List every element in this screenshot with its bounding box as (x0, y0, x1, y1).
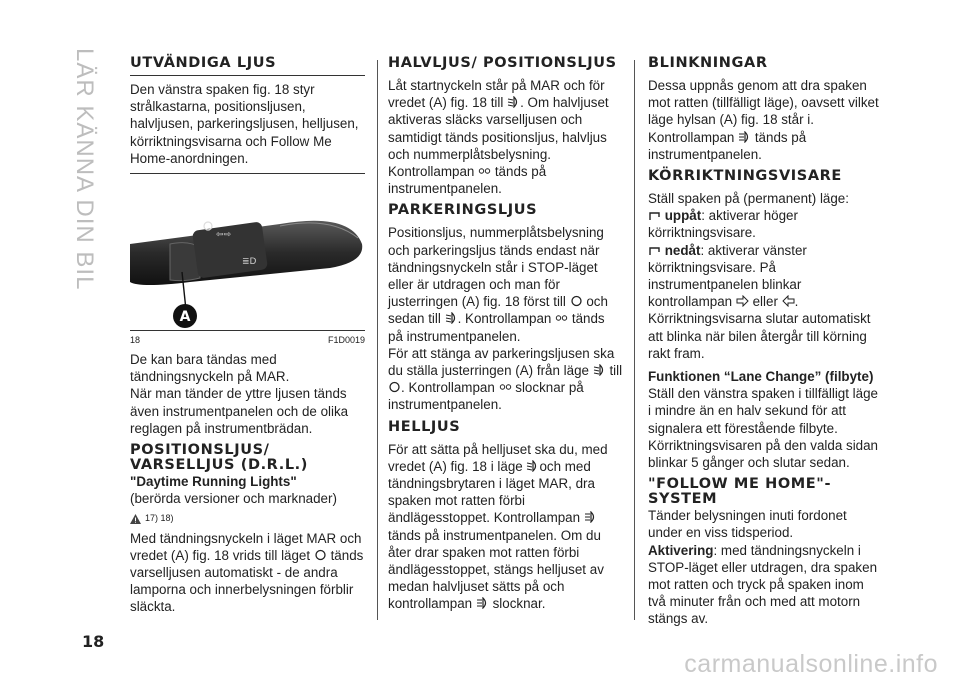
text: Kontrollampan (388, 164, 475, 180)
paragraph (648, 77, 883, 163)
text: och med tändningsbrytaren i läget MAR, dra spaken mot ratten förbi ändlägesstoppet. Kontrollampan (388, 458, 595, 526)
paragraph: Tänder belysningen inuti fordonet under en viss tidsperiod. (648, 508, 847, 541)
figure-lever (130, 182, 365, 328)
high-beam-icon (738, 130, 751, 142)
text: : aktiverar höger körriktningsvisare. (648, 208, 798, 241)
position-lights-icon (499, 380, 512, 392)
heading-direction-indicators: KÖRRIKTNINGSVISARE (648, 168, 842, 185)
heading-rule (130, 75, 365, 76)
text: Med tändningsnyckeln i läget MAR och vredet (A) fig. 18 vrids till läget (130, 530, 362, 563)
column-3 (648, 56, 883, 628)
list-item-down: nedåt: aktiverar vänster körriktningsvisare. På instrumentpanelen blinkar kontrollampan eller . (648, 242, 807, 310)
heading-drl: POSITIONSLJUS/ VARSELLJUS (D.R.L.) (130, 442, 309, 474)
subheading-drl: "Daytime Running Lights" (130, 474, 297, 490)
subheading-lane-change: Funktionen “Lane Change” (filbyte) (648, 369, 874, 385)
text: tänds på instrumentpanelen. (388, 164, 547, 197)
column-1 (130, 56, 365, 616)
text: . Kontrollampan (457, 311, 552, 327)
paragraph (388, 224, 623, 344)
warning-ref-numbers: 17) 18) (145, 513, 174, 524)
text: tänds på instrumentpanelen. (648, 129, 807, 162)
heading-exterior-lights: UTVÄNDIGA LJUS (130, 55, 277, 71)
text: : aktiverar vänster körriktningsvisare. På instrumentpanelen blinkar kontrollampan (648, 242, 807, 310)
heading-flashing: BLINKNINGAR (648, 55, 768, 71)
svg-text:⇦⇨: ⇦⇨ (216, 230, 232, 241)
figure-code: F1D0019 (327, 335, 365, 346)
text: slocknar. (492, 596, 546, 612)
paragraph (130, 530, 365, 616)
text: tänds varselljusen automatiskt - de andra lamporna och innerbelysningen förblir släckta. (130, 547, 364, 615)
right-arrow-icon (736, 294, 749, 306)
text: Positionsljus, nummerplåtsbelysning och parkeringsljus tänds endast när tändningsnyckeln står i STOP-läget eller är utdragen och man för justerringen (A) fig. 18 först till (388, 225, 604, 310)
column-separator (634, 60, 635, 620)
paragraph (388, 345, 623, 414)
paragraph (388, 441, 623, 613)
text: . Om halvljuset aktiveras släcks varselljusen och samtidigt tänds positionsljus, halvljus och nummerplåtsbelysning. (388, 95, 609, 162)
watermark: carmanualsonline.info (684, 650, 938, 678)
left-arrow-icon (782, 294, 795, 306)
heading-follow-me-home: "FOLLOW ME HOME"-SYSTEM (648, 476, 832, 508)
figure-callout-a: A (179, 309, 191, 326)
label-down: nedåt (664, 242, 701, 258)
high-beam-icon (584, 510, 597, 522)
text: tänds på instrumentpanelen. (388, 311, 605, 344)
text: eller (752, 294, 778, 310)
heading-parking-lights: PARKERINGSLJUS (388, 202, 538, 219)
low-beam-icon (445, 311, 458, 323)
side-tab (68, 48, 108, 291)
paragraph: Ställ den vänstra spaken i tillfälligt läge i mindre än en halv sekund för att signalera ett förestående filbyte. Körriktningsvisaren på den valda sidan blinkar 5 gånger och slutar sedan. (648, 386, 879, 471)
list-item-up (648, 207, 883, 241)
text: till (609, 363, 623, 379)
lever-down-icon (648, 243, 661, 255)
text: tänds på instrumentpanelen. Om du åter drar spaken mot ratten förbi ändlägesstoppet, stängs helljuset av medan halvljuset sätts på och kontrollampan (388, 527, 604, 612)
page-number: 18 (82, 632, 105, 651)
figure-caption (130, 330, 365, 345)
intro-text: Den vänstra spaken fig. 18 styr strålkastarna, positionsljusen, halvljusen, parkeringsljusen, helljusen, körriktningsvisarna och Follow Me Home-anordningen. (130, 82, 359, 166)
text: : med tändningsnyckeln i STOP-läget eller utdragen, dra spaken mot ratten och tryck på spaken inom två minuter från och med att motorn stängs av. (648, 542, 878, 627)
text: slocknar på instrumentpanelen. (388, 380, 584, 413)
position-lights-icon (555, 311, 568, 323)
paragraph: När man tänder de yttre ljusen tänds även instrumentpanelen och de olika reglagen på instrumentbrädan. (130, 386, 349, 436)
text: Låt startnyckeln står på MAR och för vredet (A) fig. 18 till (388, 78, 605, 111)
paragraph (388, 163, 623, 197)
paragraph (648, 542, 883, 628)
warning-refs (130, 510, 365, 527)
ring-icon (388, 380, 401, 392)
heading-low-beam: HALVLJUS/ POSITIONSLJUS (388, 55, 617, 71)
note-versions: (berörda versioner och marknader) (130, 491, 337, 507)
low-beam-icon (593, 363, 606, 375)
text: och sedan till (388, 294, 608, 327)
text: Dessa uppnås genom att dra spaken mot ratten (tillfälligt läge), oavsett vilket läge hylsan (A) fig. 18 står i. Kontrollampan (648, 78, 879, 145)
lever-up-icon (648, 208, 661, 220)
light-switch-lever-illustration (130, 182, 365, 328)
side-tab-label: LÄR KÄNNA DIN BIL (71, 48, 98, 291)
column-2 (388, 56, 623, 613)
paragraph: Körriktningsvisarna slutar automatiskt att blinka när bilen återgår till körning rakt fram. (648, 311, 871, 361)
heading-high-beam: HELLJUS (388, 418, 461, 435)
position-lights-icon (478, 164, 491, 176)
svg-text:≣D: ≣D (242, 257, 257, 268)
warning-triangle-icon (130, 514, 141, 524)
text: För att stänga av parkeringsljusen ska du ställa justerringen (A) från läge (388, 345, 615, 379)
figure-top-rule (130, 173, 365, 174)
label-activation: Aktivering (648, 542, 714, 558)
low-beam-icon (507, 95, 520, 107)
ring-icon (570, 294, 583, 306)
high-beam-icon (476, 596, 489, 608)
paragraph (388, 77, 623, 163)
label-up: uppåt (664, 208, 702, 224)
low-beam-icon (526, 459, 539, 471)
drl-ring-icon (314, 548, 327, 560)
paragraph: De kan bara tändas med tändningsnyckeln på MAR. (130, 352, 290, 385)
text: För att sätta på helljuset ska du, med vredet (A) fig. 18 i läge (388, 441, 608, 474)
column-separator (377, 60, 378, 620)
text: . Kontrollampan (401, 380, 495, 396)
paragraph: Ställ spaken på (permanent) läge: (648, 191, 849, 207)
figure-number: 18 (130, 335, 141, 346)
